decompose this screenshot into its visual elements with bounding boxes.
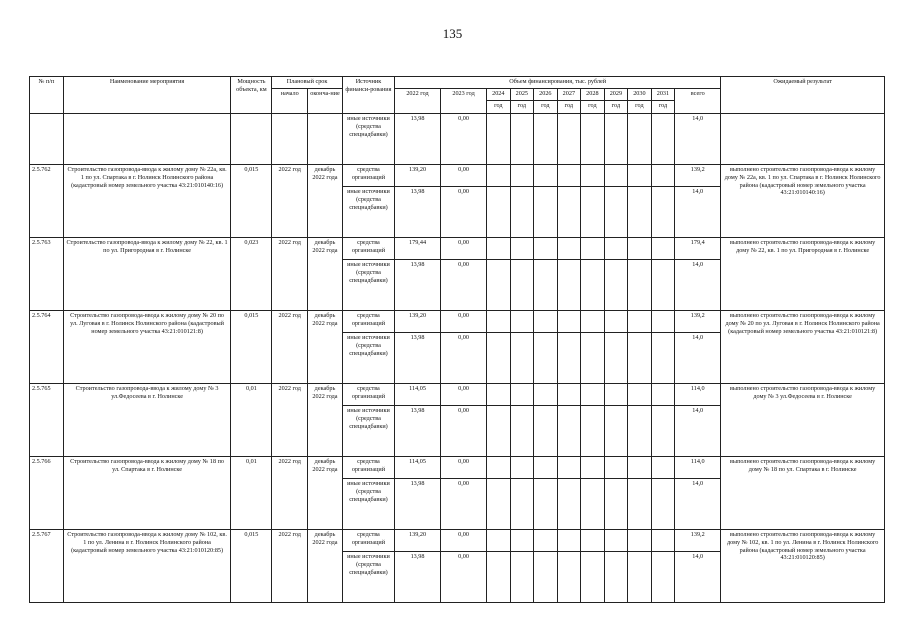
cell-source: средства организаций bbox=[342, 165, 394, 187]
cell-empty bbox=[628, 530, 652, 552]
cell-source: иные источники (средства спецнадбавки) bbox=[342, 187, 394, 238]
cell-empty bbox=[604, 457, 628, 479]
cell-empty bbox=[581, 311, 605, 333]
cell-empty bbox=[510, 406, 534, 457]
cell-total: 14,0 bbox=[675, 187, 721, 238]
cell-empty bbox=[651, 552, 675, 603]
cell-2023: 0,00 bbox=[441, 406, 487, 457]
header-year-2025: 2025 bbox=[510, 89, 534, 101]
cell-empty bbox=[510, 457, 534, 479]
cell-2023: 0,00 bbox=[441, 260, 487, 311]
header-year-word: год bbox=[604, 101, 628, 114]
cell-name: Строительство газопровода-ввода к жилому дому № 20 по ул. Луговая в г. Нолинск Нолинского района (кадастровый номер земельного участка 43:21:010121:8) bbox=[63, 311, 231, 384]
cell-empty bbox=[581, 114, 605, 165]
cell-empty bbox=[510, 238, 534, 260]
table-body bbox=[30, 114, 885, 603]
cell-empty bbox=[487, 311, 511, 333]
funding-table bbox=[29, 76, 885, 603]
cell-empty bbox=[604, 552, 628, 603]
cell-empty bbox=[628, 384, 652, 406]
cell-empty bbox=[628, 238, 652, 260]
header-plan-start: начало bbox=[272, 89, 308, 114]
cell-empty bbox=[557, 333, 581, 384]
cell-total: 114,0 bbox=[675, 384, 721, 406]
cell-2022: 139,20 bbox=[395, 311, 441, 333]
cell-empty bbox=[510, 114, 534, 165]
cell-2022: 13,98 bbox=[395, 552, 441, 603]
header-year-word: год bbox=[487, 101, 511, 114]
cell-end: декабрь 2022 года bbox=[308, 311, 343, 384]
header-year-word: год bbox=[557, 101, 581, 114]
cell-empty bbox=[534, 311, 558, 333]
cell-name: Строительство газопровода-ввода к жилому дому № 102, кв. 1 по ул. Ленина в г. Нолинск Нолинского района (кадастровый номер земельного участка 43:21:010120:85) bbox=[63, 530, 231, 603]
cell-number: 2.5.763 bbox=[30, 238, 64, 311]
cell-empty bbox=[604, 384, 628, 406]
cell-empty bbox=[604, 333, 628, 384]
cell-2022: 13,98 bbox=[395, 114, 441, 165]
cell-empty bbox=[30, 114, 64, 165]
cell-source: средства организаций bbox=[342, 530, 394, 552]
cell-empty bbox=[651, 333, 675, 384]
table-row bbox=[30, 311, 885, 333]
table-row bbox=[30, 457, 885, 479]
header-year-word: год bbox=[581, 101, 605, 114]
cell-empty bbox=[651, 457, 675, 479]
cell-name: Строительство газопровода-ввода к жилому дому № 22а, кв. 1 по ул. Спартака в г. Нолинск Нолинского района (кадастровый номер земельного участка 43:21:010140:16) bbox=[63, 165, 231, 238]
cell-empty bbox=[651, 238, 675, 260]
cell-name: Строительство газопровода-ввода к жилому дому № 3 ул.Федосеева в г. Нолинске bbox=[63, 384, 231, 457]
cell-empty bbox=[628, 479, 652, 530]
cell-empty bbox=[604, 311, 628, 333]
cell-empty bbox=[487, 260, 511, 311]
cell-empty bbox=[534, 530, 558, 552]
cell-start: 2022 год bbox=[272, 165, 308, 238]
cell-empty bbox=[604, 530, 628, 552]
cell-source: иные источники (средства спецнадбавки) bbox=[342, 260, 394, 311]
cell-source: средства организаций bbox=[342, 238, 394, 260]
cell-name: Строительство газопровода-ввода к жилому дому № 18 по ул. Спартака в г. Нолинске bbox=[63, 457, 231, 530]
cell-empty bbox=[581, 187, 605, 238]
cell-empty bbox=[487, 384, 511, 406]
cell-empty bbox=[628, 311, 652, 333]
cell-total: 139,2 bbox=[675, 530, 721, 552]
cell-empty bbox=[487, 114, 511, 165]
cell-empty bbox=[628, 552, 652, 603]
cell-source: иные источники (средства спецнадбавки) bbox=[342, 333, 394, 384]
cell-2022: 139,20 bbox=[395, 165, 441, 187]
cell-empty bbox=[581, 479, 605, 530]
cell-total: 14,0 bbox=[675, 406, 721, 457]
cell-total: 14,0 bbox=[675, 260, 721, 311]
cell-empty bbox=[557, 406, 581, 457]
cell-empty bbox=[557, 384, 581, 406]
cell-2023: 0,00 bbox=[441, 479, 487, 530]
header-year-2024: 2024 bbox=[487, 89, 511, 101]
cell-empty bbox=[272, 114, 308, 165]
header-no: № п/п bbox=[30, 77, 64, 114]
cell-total: 179,4 bbox=[675, 238, 721, 260]
cell-total: 114,0 bbox=[675, 457, 721, 479]
cell-empty bbox=[604, 165, 628, 187]
cell-total: 139,2 bbox=[675, 165, 721, 187]
cell-capacity: 0,015 bbox=[231, 311, 272, 384]
cell-2023: 0,00 bbox=[441, 384, 487, 406]
cell-2022: 13,98 bbox=[395, 333, 441, 384]
cell-empty bbox=[557, 457, 581, 479]
cell-empty bbox=[604, 187, 628, 238]
cell-start: 2022 год bbox=[272, 311, 308, 384]
cell-empty bbox=[534, 479, 558, 530]
cell-empty bbox=[534, 552, 558, 603]
cell-capacity: 0,015 bbox=[231, 165, 272, 238]
header-year-2028: 2028 bbox=[581, 89, 605, 101]
cell-total: 14,0 bbox=[675, 333, 721, 384]
cell-2023: 0,00 bbox=[441, 238, 487, 260]
cell-2022: 13,98 bbox=[395, 406, 441, 457]
cell-empty bbox=[604, 479, 628, 530]
cell-source: иные источники (средства спецнадбавки) bbox=[342, 552, 394, 603]
cell-empty bbox=[628, 333, 652, 384]
cell-end: декабрь 2022 года bbox=[308, 165, 343, 238]
cell-empty bbox=[534, 165, 558, 187]
cell-empty bbox=[628, 114, 652, 165]
cell-source: средства организаций bbox=[342, 384, 394, 406]
cell-number: 2.5.767 bbox=[30, 530, 64, 603]
table-row bbox=[30, 384, 885, 406]
cell-end: декабрь 2022 года bbox=[308, 457, 343, 530]
cell-empty bbox=[534, 114, 558, 165]
cell-source: средства организаций bbox=[342, 311, 394, 333]
header-plan-term: Плановый срок bbox=[272, 77, 343, 89]
cell-empty bbox=[231, 114, 272, 165]
cell-empty bbox=[534, 457, 558, 479]
cell-empty bbox=[510, 311, 534, 333]
cell-2022: 13,98 bbox=[395, 479, 441, 530]
cell-empty bbox=[534, 384, 558, 406]
cell-result: выполнено строительство газопровода-ввода к жилому дому № 18 по ул. Спартака в г. Нолинске bbox=[721, 457, 885, 530]
table-row bbox=[30, 530, 885, 552]
page-number: 135 bbox=[442, 26, 463, 41]
cell-2023: 0,00 bbox=[441, 187, 487, 238]
cell-2023: 0,00 bbox=[441, 530, 487, 552]
cell-result: выполнено строительство газопровода-ввода к жилому дому № 102, кв. 1 по ул. Ленина в г. Нолинск Нолинского района (кадастровый номер земельного участка 43:21:010120:85) bbox=[721, 530, 885, 603]
cell-empty bbox=[510, 333, 534, 384]
header-capacity: Мощность объекта, км bbox=[231, 77, 272, 114]
cell-empty bbox=[651, 384, 675, 406]
cell-empty bbox=[510, 479, 534, 530]
cell-2023: 0,00 bbox=[441, 552, 487, 603]
cell-empty bbox=[628, 406, 652, 457]
cell-result: выполнено строительство газопровода-ввода к жилому дому № 3 ул.Федосеева в г. Нолинске bbox=[721, 384, 885, 457]
cell-empty bbox=[510, 384, 534, 406]
cell-empty bbox=[487, 530, 511, 552]
cell-empty bbox=[534, 406, 558, 457]
cell-empty bbox=[557, 114, 581, 165]
header-result: Ожидаемый результат bbox=[721, 77, 885, 114]
cell-end: декабрь 2022 года bbox=[308, 530, 343, 603]
cell-2022: 13,98 bbox=[395, 260, 441, 311]
cell-empty bbox=[557, 165, 581, 187]
cell-empty bbox=[534, 333, 558, 384]
cell-empty bbox=[628, 260, 652, 311]
cell-empty bbox=[487, 406, 511, 457]
cell-empty bbox=[557, 552, 581, 603]
cell-2022: 179,44 bbox=[395, 238, 441, 260]
cell-empty bbox=[510, 187, 534, 238]
cell-empty bbox=[487, 165, 511, 187]
cell-empty bbox=[581, 457, 605, 479]
cell-empty bbox=[581, 530, 605, 552]
cell-empty bbox=[487, 333, 511, 384]
cell-end: декабрь 2022 года bbox=[308, 238, 343, 311]
cell-capacity: 0,015 bbox=[231, 530, 272, 603]
cell-source: средства организаций bbox=[342, 457, 394, 479]
header-total: всего bbox=[675, 89, 721, 114]
cell-empty bbox=[557, 238, 581, 260]
header-year-2029: 2029 bbox=[604, 89, 628, 101]
cell-2022: 139,20 bbox=[395, 530, 441, 552]
cell-2022: 114,05 bbox=[395, 384, 441, 406]
cell-source: иные источники (средства спецнадбавки) bbox=[342, 479, 394, 530]
cell-empty bbox=[628, 187, 652, 238]
cell-empty bbox=[628, 457, 652, 479]
cell-empty bbox=[557, 530, 581, 552]
cell-start: 2022 год bbox=[272, 530, 308, 603]
cell-empty bbox=[557, 187, 581, 238]
header-year-word: год bbox=[651, 101, 675, 114]
cell-2023: 0,00 bbox=[441, 311, 487, 333]
cell-name: Строительство газопровода-ввода к жилому дому № 22, кв. 1 по ул. Пригородная в г. Нолинске bbox=[63, 238, 231, 311]
cell-capacity: 0,01 bbox=[231, 457, 272, 530]
cell-empty bbox=[604, 260, 628, 311]
header-year-word: год bbox=[534, 101, 558, 114]
cell-2023: 0,00 bbox=[441, 333, 487, 384]
cell-empty bbox=[510, 260, 534, 311]
header-source: Источник финанси-рования bbox=[342, 77, 394, 114]
cell-source: иные источники (средства спецнадбавки) bbox=[342, 114, 394, 165]
table-header bbox=[30, 77, 885, 114]
cell-empty bbox=[557, 260, 581, 311]
cell-empty bbox=[510, 165, 534, 187]
cell-empty bbox=[651, 165, 675, 187]
cell-end: декабрь 2022 года bbox=[308, 384, 343, 457]
cell-capacity: 0,023 bbox=[231, 238, 272, 311]
header-year-2031: 2031 bbox=[651, 89, 675, 101]
cell-empty bbox=[308, 114, 343, 165]
cell-empty bbox=[534, 238, 558, 260]
header-plan-end: оконча-ние bbox=[308, 89, 343, 114]
cell-empty bbox=[581, 384, 605, 406]
header-year-2030: 2030 bbox=[628, 89, 652, 101]
cell-empty bbox=[581, 238, 605, 260]
cell-2023: 0,00 bbox=[441, 457, 487, 479]
header-year-2023: 2023 год bbox=[441, 89, 487, 114]
cell-empty bbox=[651, 114, 675, 165]
cell-empty bbox=[651, 311, 675, 333]
cell-empty bbox=[487, 479, 511, 530]
cell-total: 14,0 bbox=[675, 114, 721, 165]
cell-empty bbox=[721, 114, 885, 165]
cell-capacity: 0,01 bbox=[231, 384, 272, 457]
cell-2022: 13,98 bbox=[395, 187, 441, 238]
cell-total: 14,0 bbox=[675, 552, 721, 603]
cell-empty bbox=[581, 260, 605, 311]
cell-empty bbox=[604, 238, 628, 260]
cell-result: выполнено строительство газопровода-ввода к жилому дому № 22, кв. 1 по ул. Пригородная в г. Нолинске bbox=[721, 238, 885, 311]
header-year-word: год bbox=[628, 101, 652, 114]
header-name: Наименование мероприятия bbox=[63, 77, 231, 114]
header-year-word: год bbox=[510, 101, 534, 114]
cell-empty bbox=[581, 552, 605, 603]
cell-source: иные источники (средства спецнадбавки) bbox=[342, 406, 394, 457]
cell-empty bbox=[510, 530, 534, 552]
table-row bbox=[30, 165, 885, 187]
cell-empty bbox=[534, 260, 558, 311]
table-row bbox=[30, 238, 885, 260]
header-year-2027: 2027 bbox=[557, 89, 581, 101]
header-year-2022: 2022 год bbox=[395, 89, 441, 114]
cell-empty bbox=[628, 165, 652, 187]
cell-empty bbox=[651, 406, 675, 457]
cell-empty bbox=[534, 187, 558, 238]
cell-2022: 114,05 bbox=[395, 457, 441, 479]
cell-empty bbox=[487, 457, 511, 479]
cell-2023: 0,00 bbox=[441, 165, 487, 187]
cell-empty bbox=[63, 114, 231, 165]
cell-total: 139,2 bbox=[675, 311, 721, 333]
header-funding-volume: Объем финансирования, тыс. рублей bbox=[395, 77, 721, 89]
cell-number: 2.5.764 bbox=[30, 311, 64, 384]
cell-empty bbox=[487, 187, 511, 238]
cell-empty bbox=[487, 238, 511, 260]
cell-empty bbox=[651, 479, 675, 530]
cell-empty bbox=[581, 165, 605, 187]
cell-empty bbox=[487, 552, 511, 603]
cell-result: выполнено строительство газопровода-ввода к жилому дому № 22а, кв. 1 по ул. Спартака в г. Нолинск Нолинского района (кадастровый номер земельного участка 43:21:010140:16) bbox=[721, 165, 885, 238]
cell-empty bbox=[557, 479, 581, 530]
cell-number: 2.5.765 bbox=[30, 384, 64, 457]
cell-empty bbox=[581, 406, 605, 457]
cell-empty bbox=[604, 114, 628, 165]
header-year-2026: 2026 bbox=[534, 89, 558, 101]
cell-result: выполнено строительство газопровода-ввода к жилому дому № 20 по ул. Луговая в г. Нолинск Нолинского района (кадастровый номер земельного участка 43:21:010121:8) bbox=[721, 311, 885, 384]
cell-empty bbox=[651, 187, 675, 238]
cell-start: 2022 год bbox=[272, 457, 308, 530]
cell-empty bbox=[604, 406, 628, 457]
table-row bbox=[30, 114, 885, 165]
cell-empty bbox=[651, 530, 675, 552]
cell-2023: 0,00 bbox=[441, 114, 487, 165]
cell-number: 2.5.762 bbox=[30, 165, 64, 238]
cell-number: 2.5.766 bbox=[30, 457, 64, 530]
cell-empty bbox=[557, 311, 581, 333]
cell-empty bbox=[651, 260, 675, 311]
cell-empty bbox=[510, 552, 534, 603]
cell-total: 14,0 bbox=[675, 479, 721, 530]
cell-start: 2022 год bbox=[272, 384, 308, 457]
cell-start: 2022 год bbox=[272, 238, 308, 311]
cell-empty bbox=[581, 333, 605, 384]
